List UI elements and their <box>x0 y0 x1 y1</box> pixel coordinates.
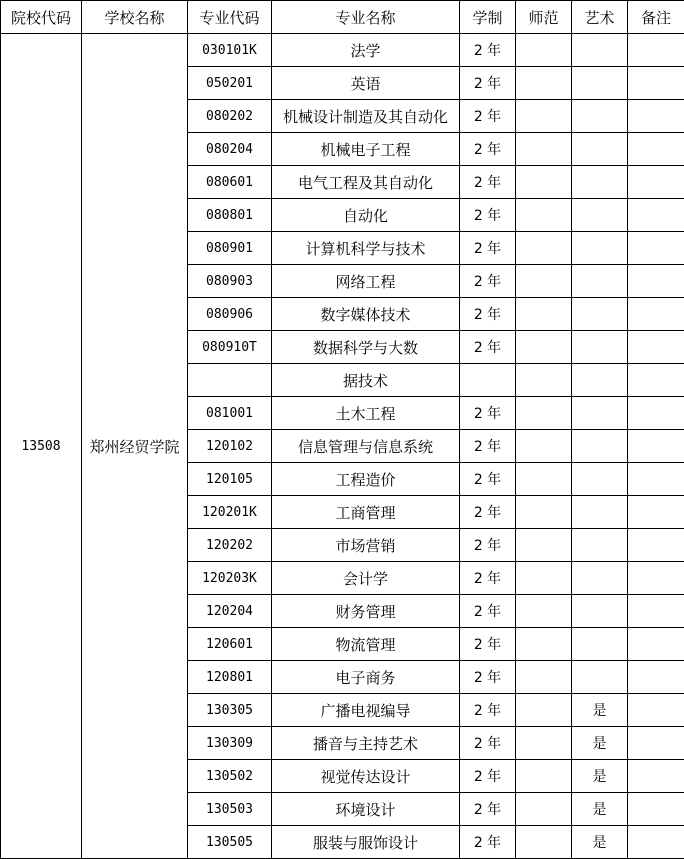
remark-cell <box>628 793 684 826</box>
duration-cell: 2 年 <box>460 397 516 430</box>
remark-cell <box>628 331 684 364</box>
remark-cell <box>628 166 684 199</box>
header-major-code: 专业代码 <box>188 1 272 34</box>
header-school-code: 院校代码 <box>1 1 82 34</box>
remark-cell <box>628 34 684 67</box>
major-name-cell: 数据科学与大数 <box>272 331 460 364</box>
school-code-cell: 13508 <box>1 34 82 859</box>
major-code-cell: 120204 <box>188 595 272 628</box>
major-code-cell: 030101K <box>188 34 272 67</box>
normal-cell <box>516 595 572 628</box>
header-normal: 师范 <box>516 1 572 34</box>
remark-cell <box>628 760 684 793</box>
duration-cell: 2 年 <box>460 760 516 793</box>
duration-cell: 2 年 <box>460 562 516 595</box>
normal-cell <box>516 463 572 496</box>
art-cell <box>572 364 628 397</box>
art-cell <box>572 67 628 100</box>
major-name-cell: 法学 <box>272 34 460 67</box>
art-cell <box>572 628 628 661</box>
remark-cell <box>628 694 684 727</box>
duration-cell: 2 年 <box>460 694 516 727</box>
major-name-cell: 播音与主持艺术 <box>272 727 460 760</box>
duration-cell <box>460 364 516 397</box>
art-cell <box>572 397 628 430</box>
normal-cell <box>516 430 572 463</box>
duration-cell: 2 年 <box>460 661 516 694</box>
remark-cell <box>628 727 684 760</box>
art-cell: 是 <box>572 793 628 826</box>
remark-cell <box>628 463 684 496</box>
normal-cell <box>516 133 572 166</box>
remark-cell <box>628 562 684 595</box>
duration-cell: 2 年 <box>460 331 516 364</box>
duration-cell: 2 年 <box>460 166 516 199</box>
major-code-cell: 120105 <box>188 463 272 496</box>
header-row <box>1 1 684 34</box>
normal-cell <box>516 826 572 859</box>
duration-cell: 2 年 <box>460 67 516 100</box>
art-cell: 是 <box>572 694 628 727</box>
duration-cell: 2 年 <box>460 100 516 133</box>
duration-cell: 2 年 <box>460 34 516 67</box>
major-code-cell: 120102 <box>188 430 272 463</box>
major-name-cell: 自动化 <box>272 199 460 232</box>
major-name-cell: 会计学 <box>272 562 460 595</box>
major-name-cell: 服装与服饰设计 <box>272 826 460 859</box>
remark-cell <box>628 397 684 430</box>
major-name-cell: 土木工程 <box>272 397 460 430</box>
normal-cell <box>516 265 572 298</box>
normal-cell <box>516 34 572 67</box>
duration-cell: 2 年 <box>460 265 516 298</box>
major-name-cell: 物流管理 <box>272 628 460 661</box>
header-art: 艺术 <box>572 1 628 34</box>
remark-cell <box>628 265 684 298</box>
school-name-cell: 郑州经贸学院 <box>82 34 188 859</box>
duration-cell: 2 年 <box>460 628 516 661</box>
art-cell <box>572 496 628 529</box>
remark-cell <box>628 628 684 661</box>
duration-cell: 2 年 <box>460 826 516 859</box>
major-code-cell: 080903 <box>188 265 272 298</box>
major-name-cell: 计算机科学与技术 <box>272 232 460 265</box>
major-name-cell: 信息管理与信息系统 <box>272 430 460 463</box>
art-cell <box>572 199 628 232</box>
major-name-cell: 据技术 <box>272 364 460 397</box>
major-code-cell: 130503 <box>188 793 272 826</box>
header-remark: 备注 <box>628 1 684 34</box>
major-name-cell: 财务管理 <box>272 595 460 628</box>
major-code-cell: 130309 <box>188 727 272 760</box>
remark-cell <box>628 100 684 133</box>
major-code-cell: 130505 <box>188 826 272 859</box>
normal-cell <box>516 793 572 826</box>
major-code-cell: 080901 <box>188 232 272 265</box>
normal-cell <box>516 760 572 793</box>
major-name-cell: 市场营销 <box>272 529 460 562</box>
major-code-cell: 050201 <box>188 67 272 100</box>
art-cell <box>572 562 628 595</box>
remark-cell <box>628 298 684 331</box>
art-cell <box>572 430 628 463</box>
art-cell <box>572 133 628 166</box>
major-name-cell: 数字媒体技术 <box>272 298 460 331</box>
major-code-cell <box>188 364 272 397</box>
major-name-cell: 工程造价 <box>272 463 460 496</box>
major-code-cell: 120202 <box>188 529 272 562</box>
remark-cell <box>628 661 684 694</box>
art-cell: 是 <box>572 727 628 760</box>
major-name-cell: 环境设计 <box>272 793 460 826</box>
remark-cell <box>628 133 684 166</box>
major-code-cell: 080801 <box>188 199 272 232</box>
major-name-cell: 工商管理 <box>272 496 460 529</box>
art-cell <box>572 232 628 265</box>
major-name-cell: 网络工程 <box>272 265 460 298</box>
art-cell <box>572 331 628 364</box>
remark-cell <box>628 232 684 265</box>
major-code-cell: 080906 <box>188 298 272 331</box>
major-code-cell: 080910T <box>188 331 272 364</box>
duration-cell: 2 年 <box>460 496 516 529</box>
art-cell <box>572 265 628 298</box>
normal-cell <box>516 232 572 265</box>
major-code-cell: 130502 <box>188 760 272 793</box>
major-name-cell: 机械电子工程 <box>272 133 460 166</box>
duration-cell: 2 年 <box>460 298 516 331</box>
art-cell <box>572 529 628 562</box>
duration-cell: 2 年 <box>460 463 516 496</box>
major-name-cell: 视觉传达设计 <box>272 760 460 793</box>
duration-cell: 2 年 <box>460 133 516 166</box>
normal-cell <box>516 364 572 397</box>
duration-cell: 2 年 <box>460 529 516 562</box>
duration-cell: 2 年 <box>460 430 516 463</box>
major-name-cell: 英语 <box>272 67 460 100</box>
remark-cell <box>628 199 684 232</box>
table-row <box>1 34 684 67</box>
major-code-cell: 120203K <box>188 562 272 595</box>
normal-cell <box>516 529 572 562</box>
normal-cell <box>516 694 572 727</box>
normal-cell <box>516 100 572 133</box>
duration-cell: 2 年 <box>460 199 516 232</box>
major-code-cell: 120601 <box>188 628 272 661</box>
art-cell <box>572 166 628 199</box>
major-code-cell: 120801 <box>188 661 272 694</box>
art-cell <box>572 595 628 628</box>
major-name-cell: 机械设计制造及其自动化 <box>272 100 460 133</box>
art-cell: 是 <box>572 826 628 859</box>
major-name-cell: 广播电视编导 <box>272 694 460 727</box>
remark-cell <box>628 430 684 463</box>
remark-cell <box>628 496 684 529</box>
major-name-cell: 电子商务 <box>272 661 460 694</box>
art-cell <box>572 34 628 67</box>
major-code-cell: 120201K <box>188 496 272 529</box>
normal-cell <box>516 199 572 232</box>
duration-cell: 2 年 <box>460 793 516 826</box>
header-major-name: 专业名称 <box>272 1 460 34</box>
art-cell <box>572 661 628 694</box>
art-cell: 是 <box>572 760 628 793</box>
normal-cell <box>516 727 572 760</box>
duration-cell: 2 年 <box>460 232 516 265</box>
normal-cell <box>516 166 572 199</box>
normal-cell <box>516 331 572 364</box>
normal-cell <box>516 661 572 694</box>
normal-cell <box>516 67 572 100</box>
normal-cell <box>516 298 572 331</box>
normal-cell <box>516 562 572 595</box>
major-code-cell: 081001 <box>188 397 272 430</box>
normal-cell <box>516 496 572 529</box>
remark-cell <box>628 364 684 397</box>
remark-cell <box>628 826 684 859</box>
normal-cell <box>516 397 572 430</box>
art-cell <box>572 100 628 133</box>
major-name-cell: 电气工程及其自动化 <box>272 166 460 199</box>
major-code-cell: 130305 <box>188 694 272 727</box>
duration-cell: 2 年 <box>460 727 516 760</box>
remark-cell <box>628 67 684 100</box>
normal-cell <box>516 628 572 661</box>
header-duration: 学制 <box>460 1 516 34</box>
major-code-cell: 080204 <box>188 133 272 166</box>
remark-cell <box>628 529 684 562</box>
remark-cell <box>628 595 684 628</box>
art-cell <box>572 298 628 331</box>
art-cell <box>572 463 628 496</box>
header-school-name: 学校名称 <box>82 1 188 34</box>
major-code-cell: 080601 <box>188 166 272 199</box>
duration-cell: 2 年 <box>460 595 516 628</box>
major-code-cell: 080202 <box>188 100 272 133</box>
